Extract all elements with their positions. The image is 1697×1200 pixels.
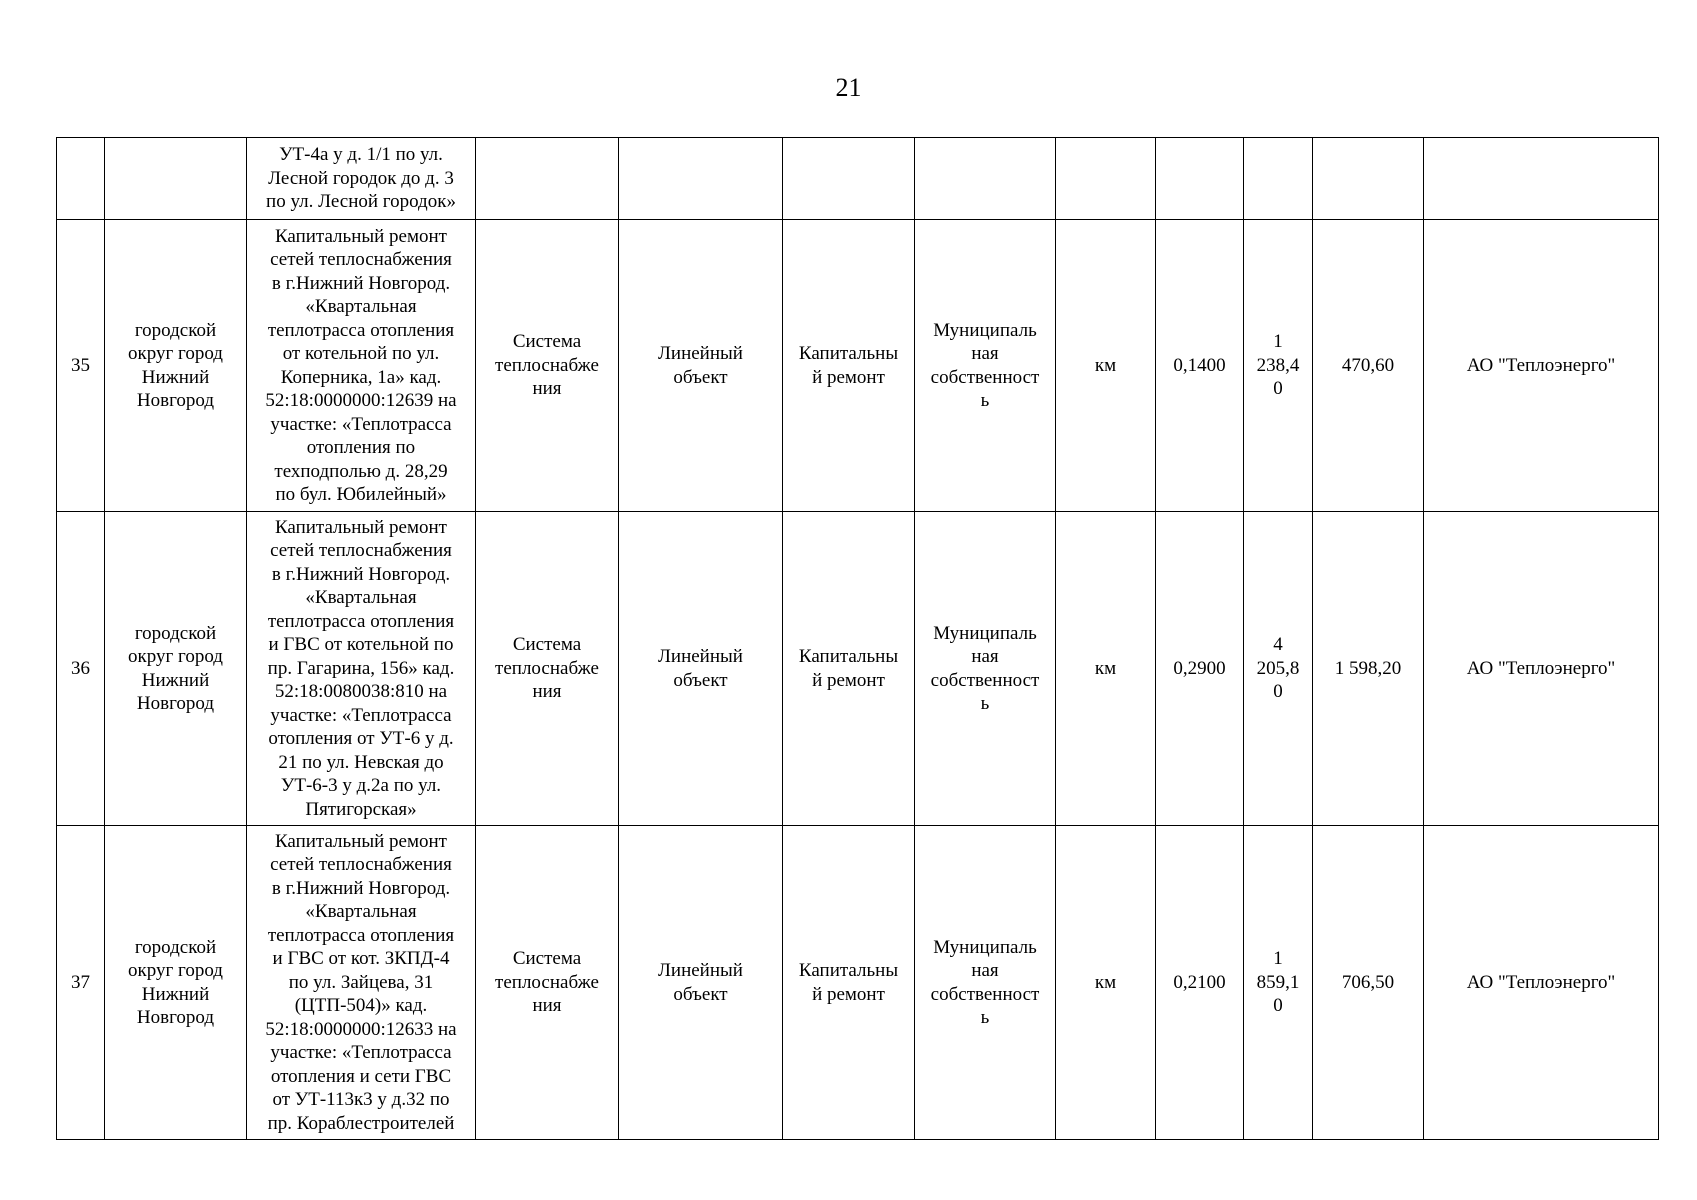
table-row bbox=[57, 826, 1659, 1140]
cell-object-type: Линейный объект bbox=[619, 220, 783, 512]
table-row-continuation bbox=[57, 138, 1659, 220]
cell-length: 0,2100 bbox=[1156, 826, 1244, 1140]
cell-cost-year: 1 598,20 bbox=[1313, 512, 1424, 826]
cell-work-type: Капитальны й ремонт bbox=[783, 826, 915, 1140]
cell-work-type bbox=[783, 138, 915, 220]
cell-cost-total: 4 205,8 0 bbox=[1244, 512, 1313, 826]
registry-table bbox=[56, 137, 1659, 1140]
cell-municipality: городской округ город Нижний Новгород bbox=[105, 220, 247, 512]
cell-length bbox=[1156, 138, 1244, 220]
cell-ownership bbox=[915, 138, 1056, 220]
page-number: 21 bbox=[835, 73, 862, 102]
cell-operator: АО "Теплоэнерго" bbox=[1424, 826, 1659, 1140]
cell-municipality bbox=[105, 138, 247, 220]
cell-system: Система теплоснабже ния bbox=[476, 220, 619, 512]
cell-ownership: Муниципаль ная собственност ь bbox=[915, 826, 1056, 1140]
cell-length: 0,1400 bbox=[1156, 220, 1244, 512]
cell-operator: АО "Теплоэнерго" bbox=[1424, 512, 1659, 826]
cell-unit: км bbox=[1056, 220, 1156, 512]
cell-num: 37 bbox=[57, 826, 105, 1140]
cell-description: Капитальный ремонт сетей теплоснабжения в г.Нижний Новгород. «Квартальная теплотрасса отопления и ГВС от кот. ЗКПД-4 по ул. Зайцева, 31 (ЦТП-504)» кад. 52:18:0000000:12633 на участке: «Теплотрасса отопления и сети ГВС от УТ-113к3 у д.32 по пр. Кораблестроителей bbox=[247, 826, 476, 1140]
cell-length: 0,2900 bbox=[1156, 512, 1244, 826]
cell-object-type: Линейный объект bbox=[619, 826, 783, 1140]
cell-municipality: городской округ город Нижний Новгород bbox=[105, 512, 247, 826]
cell-cost-year bbox=[1313, 138, 1424, 220]
cell-cost-total: 1 859,1 0 bbox=[1244, 826, 1313, 1140]
cell-ownership: Муниципаль ная собственност ь bbox=[915, 512, 1056, 826]
cell-operator bbox=[1424, 138, 1659, 220]
cell-num: 35 bbox=[57, 220, 105, 512]
table-row bbox=[57, 512, 1659, 826]
cell-object-type bbox=[619, 138, 783, 220]
cell-work-type: Капитальны й ремонт bbox=[783, 512, 915, 826]
cell-system: Система теплоснабже ния bbox=[476, 826, 619, 1140]
cell-cost-total bbox=[1244, 138, 1313, 220]
cell-work-type: Капитальны й ремонт bbox=[783, 220, 915, 512]
cell-ownership: Муниципаль ная собственност ь bbox=[915, 220, 1056, 512]
cell-num: 36 bbox=[57, 512, 105, 826]
cell-system bbox=[476, 138, 619, 220]
table-row bbox=[57, 220, 1659, 512]
cell-cost-year: 706,50 bbox=[1313, 826, 1424, 1140]
cell-cost-total: 1 238,4 0 bbox=[1244, 220, 1313, 512]
cell-system: Система теплоснабже ния bbox=[476, 512, 619, 826]
cell-cost-year: 470,60 bbox=[1313, 220, 1424, 512]
cell-object-type: Линейный объект bbox=[619, 512, 783, 826]
cell-num bbox=[57, 138, 105, 220]
cell-municipality: городской округ город Нижний Новгород bbox=[105, 826, 247, 1140]
cell-operator: АО "Теплоэнерго" bbox=[1424, 220, 1659, 512]
cell-description: УТ-4а у д. 1/1 по ул. Лесной городок до д. 3 по ул. Лесной городок» bbox=[247, 138, 476, 220]
cell-unit: км bbox=[1056, 512, 1156, 826]
cell-unit bbox=[1056, 138, 1156, 220]
cell-description: Капитальный ремонт сетей теплоснабжения в г.Нижний Новгород. «Квартальная теплотрасса отопления от котельной по ул. Коперника, 1а» кад. 52:18:0000000:12639 на участке: «Теплотрасса отопления по техподполью д. 28,29 по бул. Юбилейный» bbox=[247, 220, 476, 512]
cell-description: Капитальный ремонт сетей теплоснабжения в г.Нижний Новгород. «Квартальная теплотрасса отопления и ГВС от котельной по пр. Гагарина, 156» кад. 52:18:0080038:810 на участке: «Теплотрасса отопления от УТ-6 у д. 21 по ул. Невская до УТ-6-3 у д.2а по ул. Пятигорская» bbox=[247, 512, 476, 826]
cell-unit: км bbox=[1056, 826, 1156, 1140]
